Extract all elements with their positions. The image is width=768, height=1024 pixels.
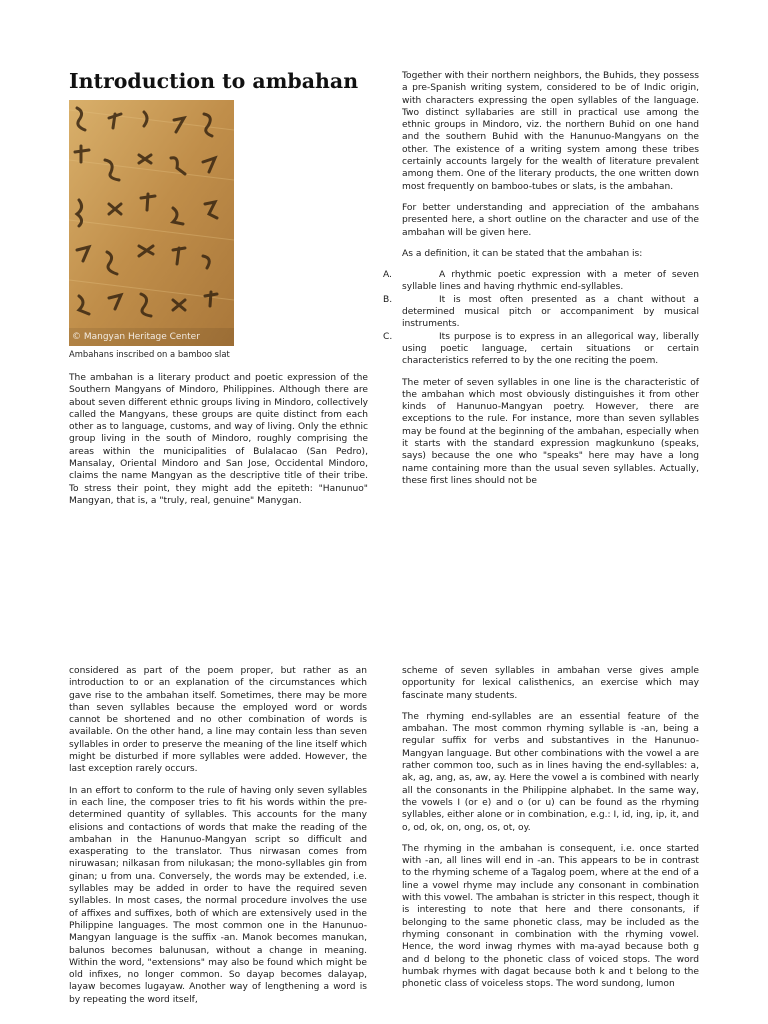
paragraph: Together with their northern neighbors, the Buhids, they possess a pre-Spanish writing system, considered to be of Indic origin, with characters expressing the open syllables of the language. Two distinct syllabaries are still in practical use among the ethnic groups in Mindoro, viz. the northern Buhid on one hand and the southern Buhid with the Hanunuo-Mangyans on the other. The existence of a writing system among these tribes certainly accounts largely for the wealth of literature prevalent among them. One of the literary products, the one written down most frequently on bamboo-tubes or slats, is the ambahan. xyxy=(402,71,699,192)
bamboo-slat-photo xyxy=(69,100,234,346)
paragraph: scheme of seven syllables in ambahan verse gives ample opportunity for lexical calisthenics, an exercise which may fascinate many students. xyxy=(402,666,699,701)
right-column-top xyxy=(383,70,699,496)
definition-text: Its purpose is to express in an allegorical way, liberally using poetic language, certain situations or certain characteristics referred to by the one reciting the poem. xyxy=(402,331,699,367)
right-column-bottom xyxy=(402,665,699,999)
paragraph: The meter of seven syllables in one line is the characteristic of the ambahan which most obviously distinguishes it from other kinds of Hanunuo-Mangyan poetry. However, there are exceptions to the rule. For instance, more than seven syllables may be found at the beginning of the ambahan, especially when it starts with the standard expression magkunkuno (speaks, says) because the one who "speaks" here may have a long name containing more than the usual seven syllables. Actually, these first lines should not be xyxy=(402,377,699,486)
paragraph: The rhyming end-syllables are an essential feature of the ambahan. The most common rhyming syllable is -an, being a regular suffix for verbs and substantives in the Hanunuo-Mangyan language. But other combinations with the vowel a are rather common too, such as in lines having the end-syllables: a, ak, ag, ang, as, aw, ay. Here the vowel a is combined with nearly all the consonants in the Philippine alphabet. In the same way, the vowels I (or e) and o (or u) can be found as the rhyming syllables, either alone or in combination, e.g.: I, id, ing, ip, it, and o, od, ok, on, ong, os, ot, oy. xyxy=(402,711,699,833)
definition-item xyxy=(383,294,699,331)
paragraph: The ambahan is a literary product and poetic expression of the Southern Mangyans of Mindoro, Philippines. Although there are about seven different ethnic groups living in Mindoro, collectively called the Mangyans, these groups are quite distinct from each other as to language, customs, and way of living. Only the ethnic group living in the south of Mindoro, roughly comprising the areas within the municipalities of Bulalacao (San Pedro), Mansalay, Oriental Mindoro and San Jose, Occidental Mindoro, claims the name Mangyan as the descriptive title of their tribe. To stress their point, they might add the epiteth: "Hanunuo" Mangyan, that is, a "truly, real, genuine" Manygan. xyxy=(69,373,368,506)
definition-text: A rhythmic poetic expression with a meter of seven syllable lines and having rhythmic end-syllables. xyxy=(402,270,699,293)
paragraph: The rhyming in the ambahan is consequent, i.e. once started with -an, all lines will end in -an. This appears to be in contrast to the rhyming scheme of a Tagalog poem, where at the end of a line a vowel rhyme may include any consonant in combination with this vowel. The ambahan is stricter in this respect, though it is interesting to note that here and there consonants, if belonging to the same phonetic class, may be included as the rhyming consonant in combination with the rhyming vowel. Hence, the word inwag rhymes with ma-ayad because both g and d belong to the phonetic class of voiced stops. The word humbak rhymes with dagat because both k and t belong to the phonetic class of voiceless stops. The word sundong, lumon xyxy=(402,843,699,990)
definition-list xyxy=(383,269,699,367)
definition-text: It is most often presented as a chant without a determined musical pitch or accompaniment by musical instruments. xyxy=(402,294,699,330)
list-marker: A. xyxy=(383,270,392,281)
page-title: Introduction to ambahan xyxy=(69,69,359,93)
paragraph: In an effort to conform to the rule of having only seven syllables in each line, the composer tries to fit his words within the pre-determined quantity of syllables. This accounts for the many elisions and contactions of words that make the reading of the ambahan in the Hanunuo-Mangyan script so difficult and exasperating to the translator. Thus nirwasan comes from niruwasan; nilkasan from nilukasan; the mono-syllables gin from ginan; u from una. Conversely, the words may be extended, i.e. syllables may be added in order to have the required seven syllables. In most cases, the normal procedure involves the use of affixes and suffixes, both of which are extensively used in the Philippine languages. The most common one in the Hanunuo-Mangyan language is the suffix -an. Manok becomes manukan, balunos becomes balunusan, without a change in meaning. Within the word, "extensions" may also be found which might be old infixes, no longer common. So dayap becomes dalayap, layaw becomes lugayaw. Another way of lengthening a word is by repeating the word itself, xyxy=(69,785,367,1005)
photo-watermark: © Mangyan Heritage Center xyxy=(72,332,200,342)
left-column-bottom xyxy=(69,665,367,1015)
paragraph: For better understanding and appreciation of the ambahans presented here, a short outline on the character and use of the ambahan will be given here. xyxy=(402,202,699,238)
definition-item xyxy=(383,269,699,294)
left-column-top xyxy=(69,372,368,516)
paragraph: considered as part of the poem proper, but rather as an introduction to or an explanation of the circumstances which gave rise to the ambahan itself. Sometimes, there may be more than seven syllables because the employed word or words cannot be shortened and no other combination of words is available. On the other hand, a line may contain less than seven syllables in order to preserve the meaning of the line itself which might be disturbed if more syllables were added. However, the last exception rarely occurs. xyxy=(69,666,367,775)
list-marker: C. xyxy=(383,331,393,342)
definition-item xyxy=(383,331,699,368)
list-marker: B. xyxy=(383,294,393,305)
figure-caption: Ambahans inscribed on a bamboo slat xyxy=(69,349,230,359)
paragraph: As a definition, it can be stated that the ambahan is: xyxy=(402,248,643,259)
